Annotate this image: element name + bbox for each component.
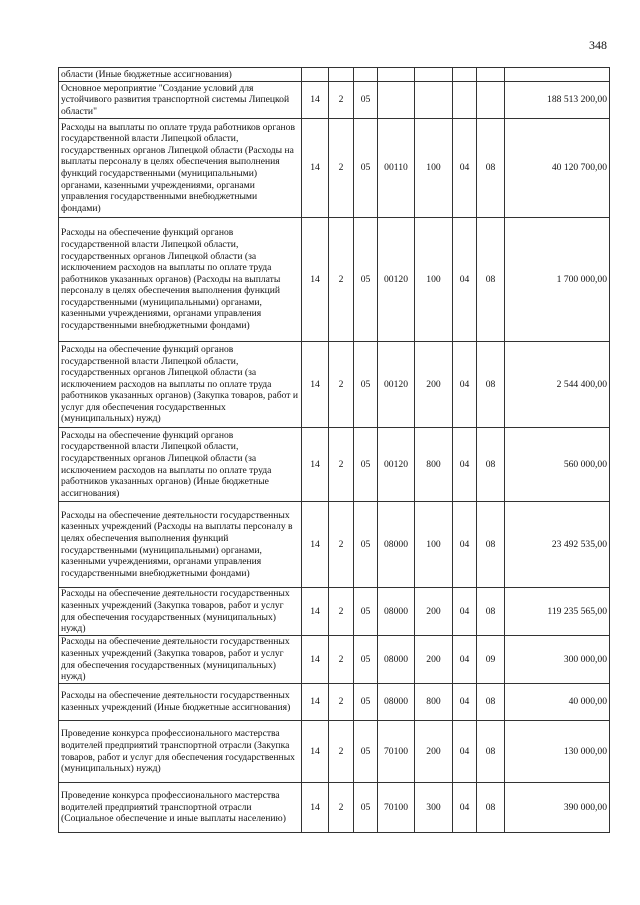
code-ministry: 14: [302, 636, 329, 684]
code-expense-type: 100: [415, 502, 453, 588]
code-expense-type: 200: [415, 636, 453, 684]
table-row: [59, 218, 610, 342]
code-ministry: 14: [302, 684, 329, 721]
table-row: [59, 428, 610, 502]
code-section: 04: [453, 119, 477, 218]
code-direction: [378, 82, 415, 119]
row-description: Расходы на выплаты по оплате труда работников органов государственной власти Липецкой области, государственных органов Липецкой области (Расходы на выплаты персоналу в целях обеспечения выполнения функций государственными (муниципальными) органами, казенными учреждениями, органами управления государственными внебюджетными фондами): [59, 119, 302, 218]
row-description: Расходы на обеспечение деятельности государственных казенных учреждений (Расходы на выплаты персоналу в целях обеспечения выполнения функций государственными (муниципальными) органами, казенными учреждениями, органами управления государственными внебюджетными фондами): [59, 502, 302, 588]
code-section: 04: [453, 218, 477, 342]
row-description: Расходы на обеспечение функций органов государственной власти Липецкой области, государственных органов Липецкой области (за исключением расходов на выплаты по оплате труда работников указанных органов) (Закупка товаров, работ и услуг для обеспечения государственных (муниципальных) нужд): [59, 342, 302, 428]
code-direction: 00120: [378, 218, 415, 342]
table-row: [59, 588, 610, 636]
table-row: [59, 783, 610, 833]
code-section: 04: [453, 588, 477, 636]
code-section: 04: [453, 721, 477, 783]
code-direction: 70100: [378, 783, 415, 833]
code-subsection: [477, 68, 505, 82]
row-amount: 119 235 565,00: [505, 588, 610, 636]
code-expense-type: 200: [415, 588, 453, 636]
row-amount: 23 492 535,00: [505, 502, 610, 588]
row-amount: [505, 68, 610, 82]
code-ministry: 14: [302, 119, 329, 218]
code-expense-type: 100: [415, 218, 453, 342]
code-program: 2: [329, 721, 354, 783]
code-subprogram: [354, 68, 378, 82]
table-body: [59, 68, 610, 833]
code-direction: 00110: [378, 119, 415, 218]
code-ministry: 14: [302, 783, 329, 833]
table-row: [59, 119, 610, 218]
row-amount: 188 513 200,00: [505, 82, 610, 119]
row-description: Расходы на обеспечение деятельности государственных казенных учреждений (Иные бюджетные ассигнования): [59, 684, 302, 721]
code-expense-type: 800: [415, 428, 453, 502]
row-amount: 560 000,00: [505, 428, 610, 502]
code-program: 2: [329, 636, 354, 684]
code-ministry: 14: [302, 82, 329, 119]
row-description: Проведение конкурса профессионального мастерства водителей предприятий транспортной отрасли (Закупка товаров, работ и услуг для обеспечения государственных (муниципальных) нужд): [59, 721, 302, 783]
row-description: области (Иные бюджетные ассигнования): [59, 68, 302, 82]
row-amount: 1 700 000,00: [505, 218, 610, 342]
code-subsection: 08: [477, 502, 505, 588]
row-amount: 40 000,00: [505, 684, 610, 721]
code-expense-type: 200: [415, 342, 453, 428]
code-expense-type: 200: [415, 721, 453, 783]
code-section: 04: [453, 502, 477, 588]
table-row: [59, 82, 610, 119]
code-direction: 08000: [378, 502, 415, 588]
row-description: Проведение конкурса профессионального мастерства водителей предприятий транспортной отрасли (Социальное обеспечение и иные выплаты населению): [59, 783, 302, 833]
code-direction: [378, 68, 415, 82]
code-program: [329, 68, 354, 82]
code-program: 2: [329, 218, 354, 342]
code-ministry: 14: [302, 218, 329, 342]
row-amount: 390 000,00: [505, 783, 610, 833]
table-row: [59, 684, 610, 721]
code-section: 04: [453, 783, 477, 833]
code-expense-type: 800: [415, 684, 453, 721]
code-section: [453, 68, 477, 82]
row-description: Основное мероприятие "Создание условий для устойчивого развития транспортной системы Липецкой области": [59, 82, 302, 119]
row-amount: 130 000,00: [505, 721, 610, 783]
code-section: 04: [453, 684, 477, 721]
code-ministry: 14: [302, 588, 329, 636]
code-subprogram: 05: [354, 502, 378, 588]
code-subprogram: 05: [354, 721, 378, 783]
table-row: [59, 68, 610, 82]
table-row: [59, 721, 610, 783]
budget-table: [58, 67, 610, 833]
code-subsection: 08: [477, 783, 505, 833]
code-subsection: 08: [477, 218, 505, 342]
row-description: Расходы на обеспечение функций органов государственной власти Липецкой области, государственных органов Липецкой области (за исключением расходов на выплаты по оплате труда работников указанных органов) (Расходы на выплаты персоналу в целях обеспечения выполнения функций государственными (муниципальными) органами, казенными учреждениями, органами управления государственными внебюджетными фондами): [59, 218, 302, 342]
code-ministry: 14: [302, 428, 329, 502]
row-amount: 40 120 700,00: [505, 119, 610, 218]
table-row: [59, 342, 610, 428]
code-subprogram: 05: [354, 428, 378, 502]
code-direction: 00120: [378, 342, 415, 428]
code-program: 2: [329, 588, 354, 636]
row-description: Расходы на обеспечение деятельности государственных казенных учреждений (Закупка товаров, работ и услуг для обеспечения государственных (муниципальных) нужд): [59, 588, 302, 636]
code-program: 2: [329, 502, 354, 588]
code-subsection: [477, 82, 505, 119]
code-direction: 00120: [378, 428, 415, 502]
code-subsection: 08: [477, 342, 505, 428]
row-description: Расходы на обеспечение деятельности государственных казенных учреждений (Закупка товаров, работ и услуг для обеспечения государственных (муниципальных) нужд): [59, 636, 302, 684]
code-subsection: 08: [477, 428, 505, 502]
table-row: [59, 502, 610, 588]
code-subprogram: 05: [354, 82, 378, 119]
code-section: 04: [453, 428, 477, 502]
code-subprogram: 05: [354, 119, 378, 218]
code-subprogram: 05: [354, 588, 378, 636]
code-program: 2: [329, 428, 354, 502]
code-ministry: 14: [302, 721, 329, 783]
code-subsection: 09: [477, 636, 505, 684]
code-section: [453, 82, 477, 119]
code-subprogram: 05: [354, 783, 378, 833]
code-subprogram: 05: [354, 684, 378, 721]
code-expense-type: 100: [415, 119, 453, 218]
code-expense-type: [415, 82, 453, 119]
code-section: 04: [453, 342, 477, 428]
code-ministry: 14: [302, 342, 329, 428]
code-section: 04: [453, 636, 477, 684]
row-amount: 2 544 400,00: [505, 342, 610, 428]
code-subsection: 08: [477, 588, 505, 636]
page-number: 348: [589, 38, 607, 52]
row-description: Расходы на обеспечение функций органов государственной власти Липецкой области, государственных органов Липецкой области (за исключением расходов на выплаты по оплате труда работников указанных органов) (Иные бюджетные ассигнования): [59, 428, 302, 502]
code-program: 2: [329, 82, 354, 119]
code-direction: 08000: [378, 684, 415, 721]
row-amount: 300 000,00: [505, 636, 610, 684]
table-row: [59, 636, 610, 684]
code-subprogram: 05: [354, 342, 378, 428]
code-program: 2: [329, 684, 354, 721]
code-expense-type: 300: [415, 783, 453, 833]
code-direction: 70100: [378, 721, 415, 783]
code-program: 2: [329, 342, 354, 428]
code-ministry: 14: [302, 502, 329, 588]
code-subsection: 08: [477, 684, 505, 721]
code-direction: 08000: [378, 636, 415, 684]
code-subprogram: 05: [354, 636, 378, 684]
code-subprogram: 05: [354, 218, 378, 342]
code-subsection: 08: [477, 721, 505, 783]
code-program: 2: [329, 783, 354, 833]
code-program: 2: [329, 119, 354, 218]
code-direction: 08000: [378, 588, 415, 636]
code-subsection: 08: [477, 119, 505, 218]
code-expense-type: [415, 68, 453, 82]
code-ministry: [302, 68, 329, 82]
